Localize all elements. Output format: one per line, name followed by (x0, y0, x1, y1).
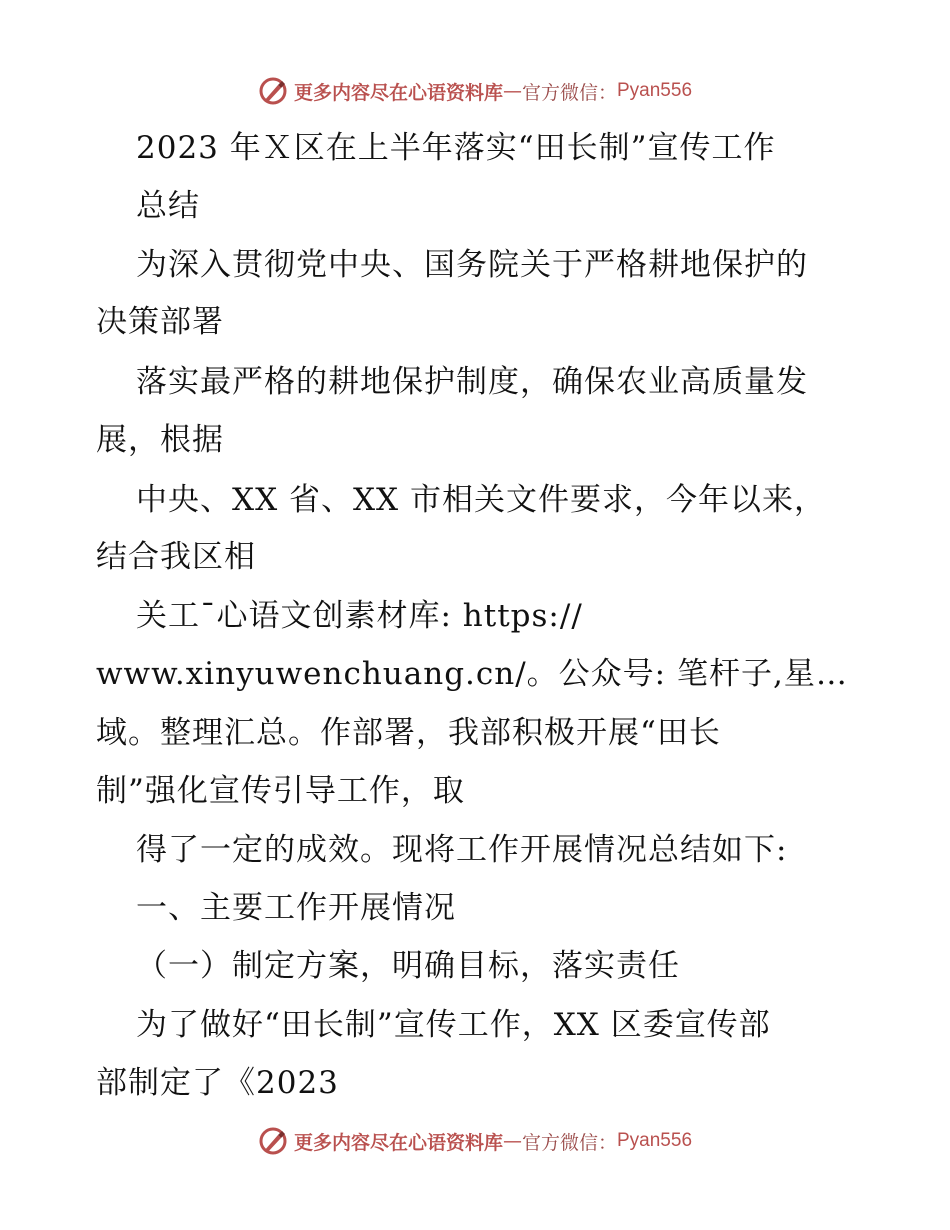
pen-logo-icon (258, 76, 288, 106)
paragraph-line: 展，根据 (96, 422, 224, 458)
paragraph-line: 中央、XX 省、XX 市相关文件要求，今年以来， (136, 482, 826, 518)
footer-banner (0, 1118, 950, 1164)
header-banner (0, 68, 950, 114)
banner-separator: — (502, 80, 522, 102)
document-title-line-2: 总结 (136, 188, 200, 224)
paragraph-line: 落实最严格的耕地保护制度，确保农业高质量发 (136, 364, 808, 400)
banner-label: 官方微信： (521, 1131, 617, 1154)
subsection-heading: （一）制定方案，明确目标，落实责任 (136, 948, 680, 984)
banner-separator: — (502, 1130, 522, 1152)
paragraph-line: 域。整理汇总。作部署，我部积极开展“田长 (96, 715, 721, 751)
banner-wechat-id: Pyan556 (617, 1130, 693, 1151)
paragraph-line: 得了一定的成效。现将工作开展情况总结如下: (136, 832, 788, 868)
section-heading: 一、主要工作开展情况 (136, 890, 456, 926)
paragraph-line: 结合我区相 (96, 539, 256, 575)
paragraph-line: 为了做好“田长制”宣传工作，XX 区委宣传部 (136, 1007, 771, 1043)
banner-label: 官方微信： (521, 81, 617, 104)
pen-logo-icon (258, 1126, 288, 1156)
paragraph-line: 决策部署 (96, 304, 224, 340)
banner-wechat-id: Pyan556 (617, 80, 693, 101)
paragraph-line: 为深入贯彻党中央、国务院关于严格耕地保护的 (136, 247, 808, 283)
paragraph-line: 制”强化宣传引导工作，取 (96, 773, 465, 809)
paragraph-line: 关工¯心语文创素材库: https:// (136, 598, 583, 634)
document-title-line-1: 2023 年Ｘ区在上半年落实“田长制”宣传工作 (136, 130, 776, 166)
banner-brand: 更多内容尽在心语资料库 (293, 1131, 503, 1154)
paragraph-line: 部制定了《2023 (96, 1065, 339, 1101)
banner-brand: 更多内容尽在心语资料库 (293, 81, 503, 104)
paragraph-line: www.xinyuwenchuang.cn/。公众号: 笔杆子,星… (96, 656, 848, 692)
